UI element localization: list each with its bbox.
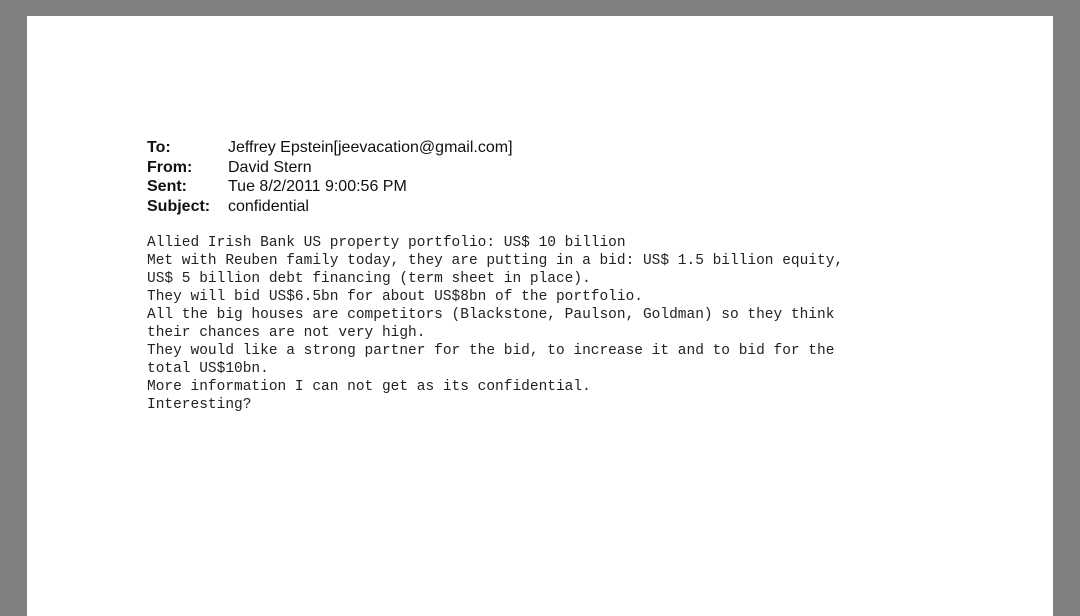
- header-to-value: Jeffrey Epstein[jeevacation@gmail.com]: [228, 139, 513, 156]
- body-line: More information I can not get as its confidential.: [147, 379, 591, 395]
- header-sent-value: Tue 8/2/2011 9:00:56 PM: [228, 178, 407, 195]
- body-line: their chances are not very high.: [147, 325, 426, 341]
- header-sent-label: Sent:: [147, 178, 187, 195]
- header-from: [147, 158, 513, 178]
- body-line: Met with Reuben family today, they are putting in a bid: US$ 1.5 billion equity,: [147, 253, 844, 269]
- header-from-value: David Stern: [228, 158, 312, 176]
- email-body: [147, 234, 843, 414]
- body-line: Interesting?: [147, 397, 252, 413]
- header-from-label: From:: [147, 158, 193, 176]
- header-sent: [147, 177, 513, 197]
- header-to-label: To:: [147, 139, 171, 156]
- header-subject-label: Subject:: [147, 197, 211, 215]
- body-line: US$ 5 billion debt financing (term sheet in place).: [147, 271, 591, 287]
- body-line: Allied Irish Bank US property portfolio: US$ 10 billion: [147, 235, 626, 251]
- body-line: They would like a strong partner for the bid, to increase it and to bid for the: [147, 343, 835, 359]
- header-subject-value: confidential: [228, 197, 309, 215]
- body-line: All the big houses are competitors (Blackstone, Paulson, Goldman) so they think: [147, 307, 835, 323]
- email-headers: [147, 138, 513, 216]
- body-line: They will bid US$6.5bn for about US$8bn of the portfolio.: [147, 289, 643, 305]
- document-page: [27, 16, 1053, 616]
- header-to: [147, 138, 513, 158]
- body-line: total US$10bn.: [147, 361, 269, 377]
- header-subject: [147, 197, 513, 217]
